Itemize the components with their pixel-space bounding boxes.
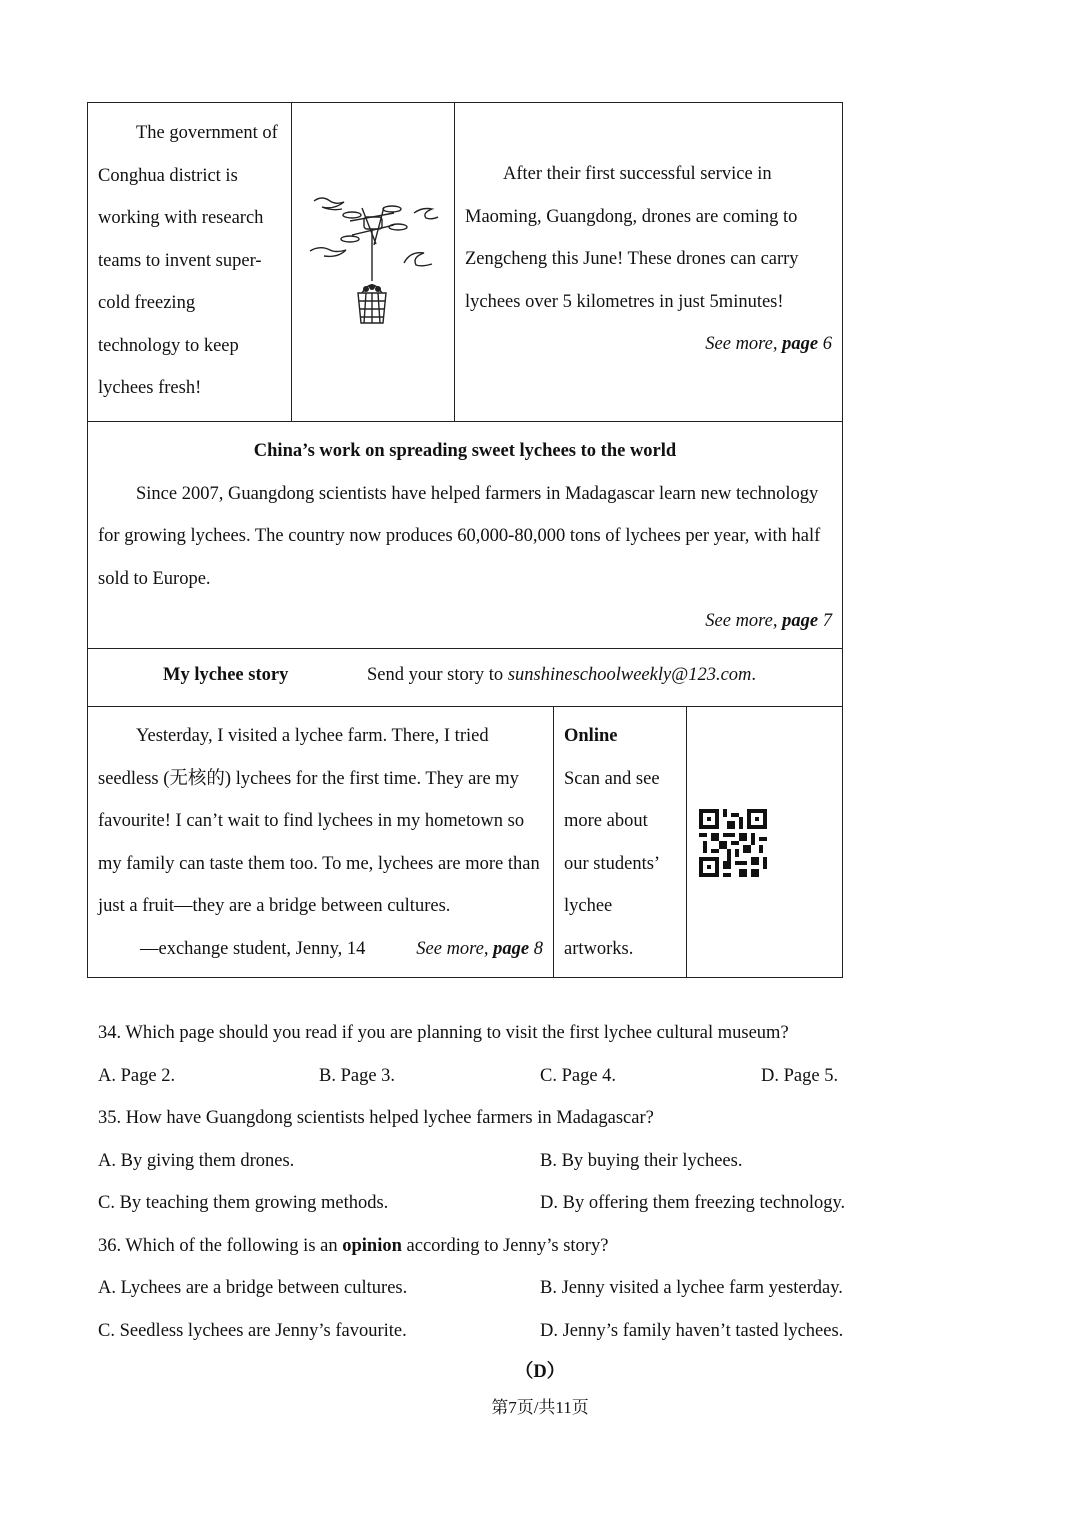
conghua-cell [88, 103, 292, 422]
story-row [88, 707, 843, 978]
my-lychee-story-title: My lychee story [163, 665, 289, 685]
q35-option-b: B. By buying their lychees. [540, 1151, 743, 1171]
see-more-page-6: See more, page 6 [705, 334, 832, 354]
q36-option-d: D. Jenny’s family haven’t tasted lychees. [540, 1321, 844, 1341]
online-cell [554, 707, 687, 977]
q36-option-a: A. Lychees are a bridge between cultures. [98, 1278, 408, 1298]
q34-option-d: D. Page 5. [761, 1066, 839, 1086]
drones-text: After their first successful service in Maoming, Guangdong, drones are coming to Zengcheng this June! These drones can carry lychees over 5 kilometres in just 5minutes! [465, 164, 799, 312]
q36-option-b: B. Jenny visited a lychee farm yesterday. [540, 1278, 843, 1298]
qr-cell [687, 707, 843, 977]
section-label: （D） [514, 1362, 566, 1382]
conghua-text: The government of Conghua district is working with research teams to invent super-cold freezing technology to keep lychees fresh! [98, 123, 278, 398]
q34-option-b: B. Page 3. [319, 1066, 396, 1086]
jenny-signature: —exchange student, Jenny, 14 [140, 938, 366, 959]
qr-code-icon[interactable] [699, 809, 767, 877]
online-title: Online [564, 726, 618, 746]
madagascar-cell [88, 422, 843, 649]
drone-basket-illustration [292, 103, 454, 415]
question-36: 36. Which of the following is an opinion according to Jenny’s story? [98, 1236, 609, 1256]
drones-cell [455, 103, 843, 422]
question-35: 35. How have Guangdong scientists helped lychee farmers in Madagascar? [98, 1108, 654, 1128]
email-link[interactable]: sunshineschoolweekly@123.com [507, 665, 752, 685]
madagascar-text: Since 2007, Guangdong scientists have helped farmers in Madagascar learn new technology for growing lychees. The country now produces 60,000-80,000 tons of lychees per year, with half sold to Europe. [98, 483, 821, 589]
q35-option-a: A. By giving them drones. [98, 1151, 295, 1171]
question-34: 34. Which page should you read if you are planning to visit the first lychee cultural museum? [98, 1023, 789, 1043]
send-story-line: Send your story to sunshineschoolweekly@123.com. [367, 665, 757, 685]
see-more-page-7: See more, page 7 [705, 611, 832, 631]
q35-option-d: D. By offering them freezing technology. [540, 1193, 846, 1213]
page-footer: 第7页/共11页 [491, 1398, 589, 1417]
q35-option-c: C. By teaching them growing methods. [98, 1193, 389, 1213]
q36-option-c: C. Seedless lychees are Jenny’s favourite. [98, 1321, 407, 1341]
q34-option-a: A. Page 2. [98, 1066, 176, 1086]
drone-image-cell [292, 103, 455, 422]
newspaper-table [87, 102, 843, 978]
jenny-story-text: Yesterday, I visited a lychee farm. There, I tried seedless (无核的) lychees for the first time. They are my favourite! I can’t wait to find lychees in my hometown so my family can taste them too. To me, lychees are more than just a fruit—they are a bridge between cultures. [98, 726, 540, 916]
jenny-story-cell [88, 707, 554, 977]
see-more-page-8: See more, page 8 [416, 938, 543, 959]
online-text: Scan and see more about our students’ lychee artworks. [564, 768, 660, 959]
story-header-cell [88, 649, 843, 707]
madagascar-title: China’s work on spreading sweet lychees to the world [253, 441, 677, 461]
q34-option-c: C. Page 4. [540, 1066, 617, 1086]
